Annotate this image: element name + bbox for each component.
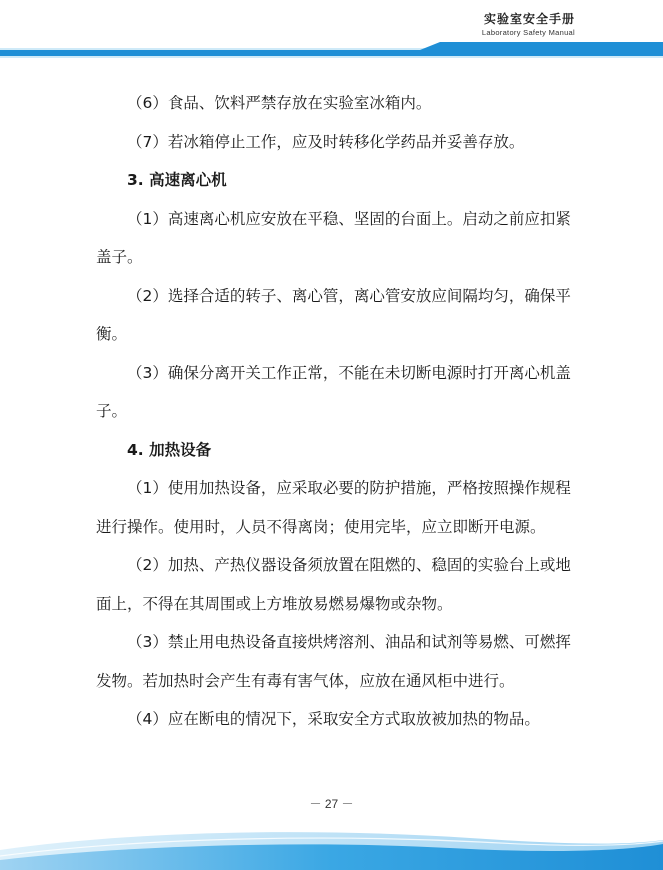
paragraph-heating-3: （3）禁止用电热设备直接烘烤溶剂、油品和试剂等易燃、可燃挥发物。若加热时会产生有毒有害气体，应放在通风柜中进行。 <box>96 633 571 690</box>
section-heading-centrifuge: 3. 高速离心机 <box>127 171 227 189</box>
paragraph-heating-4: （4）应在断电的情况下，采取安全方式取放被加热的物品。 <box>127 710 540 728</box>
section-heading-heating: 4. 加热设备 <box>127 440 212 459</box>
page-body <box>96 84 580 739</box>
header-bar-dark <box>0 50 663 56</box>
paragraph-fridge-6: （6）食品、饮料严禁存放在实验室冰箱内。 <box>127 94 432 112</box>
paragraph-heating-2: （2）加热、产热仪器设备须放置在阻燃的、稳固的实验台上或地面上，不得在其周围或上方堆放易燃易爆物或杂物。 <box>96 556 571 613</box>
paragraph-centrifuge-3: （3）确保分离开关工作正常，不能在未切断电源时打开离心机盖子。 <box>96 363 571 420</box>
paragraph-heating-1: （1）使用加热设备，应采取必要的防护措施，严格按照操作规程进行操作。使用时，人员不得离岗；使用完毕，应立即断开电源。 <box>96 479 571 536</box>
paragraph-centrifuge-1: （1）高速离心机应安放在平稳、坚固的台面上。启动之前应扣紧盖子。 <box>96 209 571 266</box>
manual-title: 实验室安全手册 <box>483 12 575 26</box>
paragraph-fridge-7: （7）若冰箱停止工作，应及时转移化学药品并妥善存放。 <box>127 132 525 151</box>
page-number: － 27 － <box>309 797 354 811</box>
page-header <box>0 0 663 62</box>
paragraph-centrifuge-2: （2）选择合适的转子、离心管，离心管安放应间隔均匀，确保平衡。 <box>96 286 571 343</box>
footer-wave-decoration <box>0 810 663 870</box>
manual-subtitle: Laboratory Safety Manual <box>481 28 575 37</box>
header-bar-tab <box>420 42 663 50</box>
